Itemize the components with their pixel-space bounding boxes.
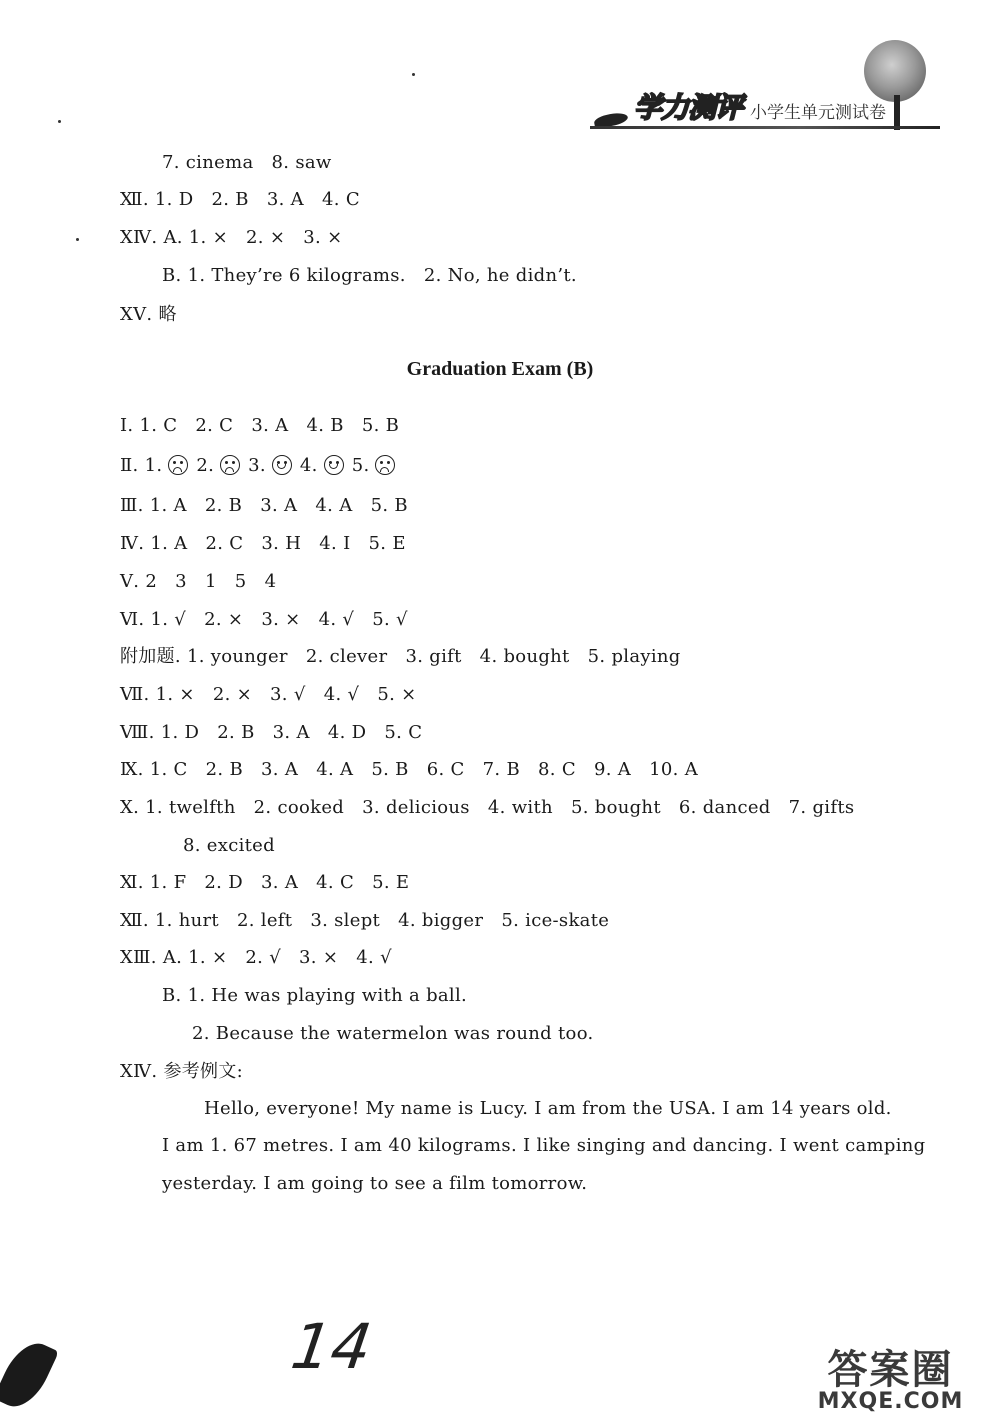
answer-line: 附加题. 1. younger 2. clever 3. gift 4. bought 5. playing bbox=[120, 646, 681, 667]
watermark-url: MXQE.COM bbox=[817, 1389, 964, 1414]
sad-face-icon bbox=[168, 455, 188, 475]
item-number: 3. bbox=[248, 455, 266, 476]
answer-line: Ⅻ. 1. hurt 2. left 3. slept 4. bigger 5. ice-skate bbox=[120, 910, 610, 931]
answer-line: ⅩⅣ. 参考例文: bbox=[120, 1061, 244, 1082]
answer-line: Ⅷ. 1. D 2. B 3. A 4. D 5. C bbox=[120, 722, 423, 743]
watermark bbox=[803, 1338, 978, 1414]
answer-line: Ⅸ. 1. C 2. B 3. A 4. A 5. B 6. C 7. B 8. C 9. A 10. A bbox=[120, 759, 698, 780]
happy-face-icon bbox=[272, 455, 292, 475]
answer-line: Ⅵ. 1. √ 2. × 3. × 4. √ 5. √ bbox=[120, 609, 408, 630]
item-number: 4. bbox=[299, 455, 318, 476]
speck bbox=[412, 73, 415, 76]
leaf-icon bbox=[0, 1335, 59, 1415]
tree-icon bbox=[864, 40, 926, 102]
answer-line-faces bbox=[120, 454, 403, 478]
answer-line: Ⅴ. 2 3 1 5 4 bbox=[120, 571, 277, 592]
brand-title: 学力测评 bbox=[634, 91, 743, 124]
tree-trunk bbox=[894, 95, 900, 130]
header-rule bbox=[590, 126, 940, 129]
header-logo bbox=[590, 40, 940, 135]
answer-line: Ⅻ. 1. D 2. B 3. A 4. C bbox=[120, 189, 360, 210]
answer-line: Ⅺ. 1. F 2. D 3. A 4. C 5. E bbox=[120, 872, 410, 893]
exam-title: Graduation Exam (B) bbox=[406, 358, 594, 380]
answer-line: Ⅳ. 1. A 2. C 3. H 4. I 5. E bbox=[120, 533, 406, 554]
item-number: 5. bbox=[351, 455, 370, 476]
item-number: 2. bbox=[196, 455, 215, 476]
page-number-handwritten: 14 bbox=[286, 1310, 377, 1383]
sad-face-icon bbox=[220, 455, 240, 475]
answer-line: 7. cinema 8. saw bbox=[162, 152, 332, 173]
answer-line: ⅩⅣ. A. 1. × 2. × 3. × bbox=[120, 227, 343, 248]
answer-line: B. 1. He was playing with a ball. bbox=[162, 985, 468, 1006]
brand-subtitle: 小学生单元测试卷 bbox=[750, 103, 886, 123]
speck bbox=[58, 120, 61, 123]
answer-line: Ⅲ. 1. A 2. B 3. A 4. A 5. B bbox=[120, 495, 408, 516]
answer-line: B. 1. They’re 6 kilograms. 2. No, he didn’t. bbox=[162, 265, 577, 286]
watermark-title: 答案圈 bbox=[827, 1347, 954, 1393]
essay-line: Hello, everyone! My name is Lucy. I am from the USA. I am 14 years old. bbox=[204, 1098, 892, 1119]
essay-line: yesterday. I am going to see a film tomorrow. bbox=[162, 1173, 588, 1194]
answer-line: ⅩⅤ. 略 bbox=[120, 304, 177, 325]
happy-face-icon bbox=[324, 455, 344, 475]
answer-line: 2. Because the watermelon was round too. bbox=[192, 1023, 594, 1044]
answer-line: Ⅰ. 1. C 2. C 3. A 4. B 5. B bbox=[120, 415, 400, 436]
answer-line: ⅩⅢ. A. 1. × 2. √ 3. × 4. √ bbox=[120, 947, 392, 968]
section-label: Ⅱ. 1. bbox=[120, 455, 163, 476]
speck bbox=[76, 238, 79, 241]
answer-line: Ⅶ. 1. × 2. × 3. √ 4. √ 5. × bbox=[120, 684, 417, 705]
sad-face-icon bbox=[375, 455, 395, 475]
essay-line: I am 1. 67 metres. I am 40 kilograms. I like singing and dancing. I went camping bbox=[162, 1135, 926, 1156]
answer-line: Ⅹ. 1. twelfth 2. cooked 3. delicious 4. with 5. bought 6. danced 7. gifts bbox=[120, 797, 855, 818]
answer-line: 8. excited bbox=[183, 835, 275, 856]
